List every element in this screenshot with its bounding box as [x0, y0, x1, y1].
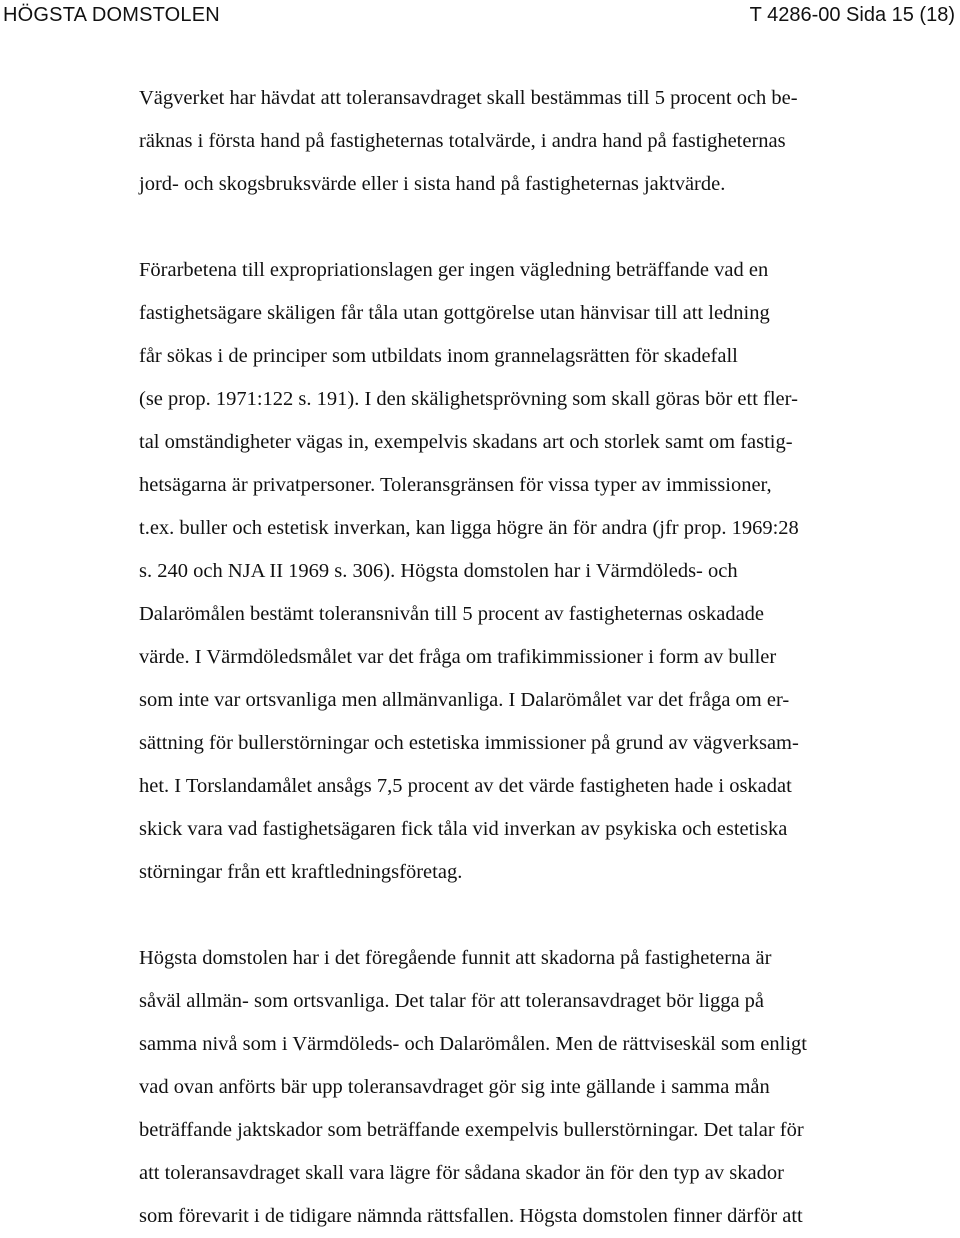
- text-line: hetsägarna är privatpersoner. Toleransgränsen för vissa typer av immissioner,: [139, 474, 772, 496]
- text-line: t.ex. buller och estetisk inverkan, kan ligga högre än för andra (jfr prop. 1969:28: [139, 517, 799, 539]
- document-body: [139, 77, 957, 1238]
- text-line: att toleransavdraget skall vara lägre för sådana skador än för den typ av skador: [139, 1162, 784, 1184]
- text-line: Dalarömålen bestämt toleransnivån till 5 procent av fastigheternas oskadade: [139, 603, 765, 625]
- text-line: störningar från ett kraftledningsföretag.: [139, 861, 463, 883]
- text-line: värde. I Värmdöledsmålet var det fråga om trafikimmissioner i form av buller: [139, 646, 777, 668]
- text-line: vad ovan anförts bär upp toleransavdraget gör sig inte gällande i samma mån: [139, 1076, 770, 1098]
- text-line: skick vara vad fastighetsägaren fick tåla vid inverkan av psykiska och estetiska: [139, 818, 788, 840]
- text-line: samma nivå som i Värmdöleds- och Dalarömålen. Men de rättviseskäl som enligt: [139, 1033, 807, 1055]
- paragraph-spacer: [139, 206, 957, 249]
- case-page-reference: T 4286-00 Sida 15 (18): [749, 4, 955, 26]
- text-line: tal omständigheter vägas in, exempelvis skadans art och storlek samt om fastig-: [139, 431, 793, 453]
- text-line: fastighetsägare skäligen får tåla utan gottgörelse utan hänvisar till att ledning: [139, 302, 770, 324]
- text-line: Vägverket har hävdat att toleransavdraget skall bestämmas till 5 procent och be-: [139, 87, 798, 109]
- text-line: får sökas i de principer som utbildats inom grannelagsrätten för skadefall: [139, 345, 738, 367]
- text-line: såväl allmän- som ortsvanliga. Det talar för att toleransavdraget bör ligga på: [139, 990, 765, 1012]
- text-line: Högsta domstolen har i det föregående funnit att skadorna på fastigheterna är: [139, 947, 772, 969]
- paragraph-2: [139, 249, 957, 894]
- text-line: jord- och skogsbruksvärde eller i sista hand på fastigheternas jaktvärde.: [139, 173, 726, 195]
- paragraph-3: [139, 937, 957, 1238]
- court-name: HÖGSTA DOMSTOLEN: [3, 4, 220, 26]
- text-line: räknas i första hand på fastigheternas totalvärde, i andra hand på fastigheternas: [139, 130, 786, 152]
- paragraph-spacer: [139, 894, 957, 937]
- text-line: Förarbetena till expropriationslagen ger ingen vägledning beträffande vad en: [139, 259, 769, 281]
- text-line: som inte var ortsvanliga men allmänvanliga. I Dalarömålet var det fråga om er-: [139, 689, 790, 711]
- paragraph-1: [139, 77, 957, 206]
- text-line: beträffande jaktskador som beträffande exempelvis bullerstörningar. Det talar för: [139, 1119, 804, 1141]
- text-line: (se prop. 1971:122 s. 191). I den skälighetsprövning som skall göras bör ett fler-: [139, 388, 798, 410]
- text-line: het. I Torslandamålet ansågs 7,5 procent av det värde fastigheten hade i oskadat: [139, 775, 792, 797]
- page-header: [0, 0, 960, 30]
- text-line: sättning för bullerstörningar och estetiska immissioner på grund av vägverksam-: [139, 732, 799, 754]
- text-line: s. 240 och NJA II 1969 s. 306). Högsta domstolen har i Värmdöleds- och: [139, 560, 738, 582]
- text-line: som förevarit i de tidigare nämnda rättsfallen. Högsta domstolen finner därför att: [139, 1205, 803, 1227]
